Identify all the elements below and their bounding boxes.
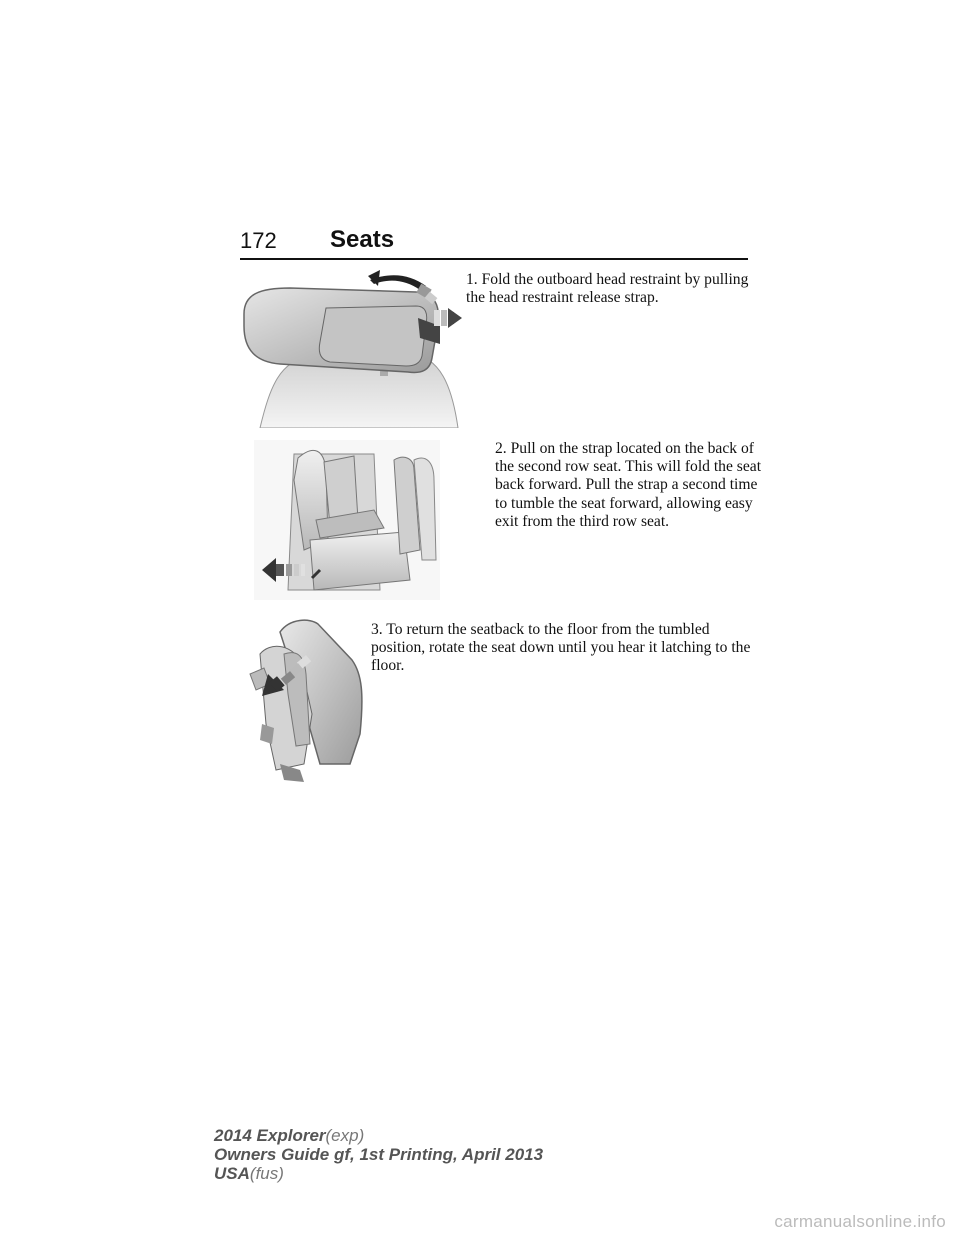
footer-market-code: (fus) [249,1164,284,1183]
footer-line-3 [214,1164,543,1183]
page-header [240,226,748,260]
footer-line-1 [214,1126,543,1145]
footer-line-2: Owners Guide gf, 1st Printing, April 2013 [214,1145,544,1164]
section-title: Seats [330,226,395,253]
head-restraint-fold-illustration [240,266,470,428]
footer-model-code: (exp) [325,1126,365,1145]
footer-market: USA [214,1164,250,1183]
second-row-seat-strap-illustration [254,440,440,600]
step-2-text: 2. Pull on the strap located on the back of the second row seat. This will fold the seat back forward. Pull the strap a second time to tumble the seat forward, allowing easy exit from the third row seat. [495,440,762,530]
header-divider [240,258,748,260]
step-1-text: 1. Fold the outboard head restraint by pulling the head restraint release strap. [466,271,749,307]
watermark: carmanualsonline.info [774,1212,946,1231]
document-footer [214,1126,543,1183]
seat-tumble-return-illustration [240,614,370,786]
footer-model: 2014 Explorer [214,1126,326,1145]
step-3-text: 3. To return the seatback to the floor from the tumbled position, rotate the seat down until you hear it latching to the floor. [371,621,751,675]
page-number: 172 [240,228,277,253]
